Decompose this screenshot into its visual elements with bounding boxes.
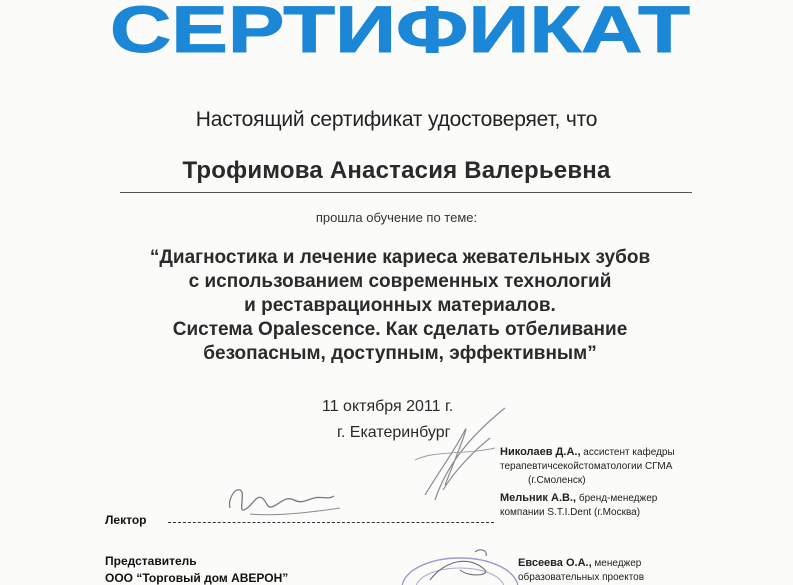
- lector-signature: [210, 470, 370, 530]
- title-svg: [108, 0, 692, 60]
- person-nikolaev: [500, 445, 675, 488]
- issue-date: 11 октября 2011 г.: [322, 398, 454, 415]
- issue-city: г. Екатеринбург: [337, 424, 451, 441]
- person-name: Евсеева О.А.,: [518, 557, 592, 569]
- title-text: СЕРТИФИКАТ: [110, 0, 690, 60]
- topic-line: “Диагностика и лечение кариеса жевательных зубов: [149, 247, 651, 268]
- topic-line: и реставрационных материалов.: [244, 295, 556, 316]
- person-detail: терапевтичсекойстоматологии СГМА: [500, 461, 673, 472]
- company-label: ООО “Торговый дом АВЕРОН”: [105, 571, 289, 585]
- person-detail: компании S.T.I.Dent (г.Москва): [500, 507, 641, 518]
- topic-line: с использованием современных технологий: [188, 271, 612, 292]
- person-title: бренд-менеджер: [578, 493, 658, 504]
- course-topic: [100, 246, 700, 366]
- director-signature: [395, 400, 525, 510]
- topic-line: Система Opalescence. Как сделать отбеливание: [172, 319, 628, 340]
- person-detail: (г.Смоленск): [528, 475, 586, 486]
- person-title: ассистент кафедры: [583, 447, 675, 458]
- certificate-title: [108, 0, 692, 60]
- person-name: Николаев Д.А.,: [500, 446, 581, 458]
- representative-label: Представитель: [105, 554, 197, 568]
- recipient-name: Трофимова Анастасия Валерьевна: [182, 157, 611, 184]
- subtitle-text: прошла обучение по теме:: [315, 210, 478, 225]
- name-underline: [120, 192, 692, 193]
- lector-label: Лектор: [105, 513, 147, 527]
- person-evseeva: [518, 556, 644, 585]
- topic-line: безопасным, доступным, эффективным”: [203, 343, 597, 364]
- person-detail: образовательных проектов: [518, 572, 645, 583]
- intro-text: Настоящий сертификат удостоверяет, что: [195, 108, 598, 131]
- person-name: Мельник А.В.,: [500, 492, 577, 504]
- company-stamp: [400, 540, 520, 585]
- person-title: менеджер: [594, 558, 642, 569]
